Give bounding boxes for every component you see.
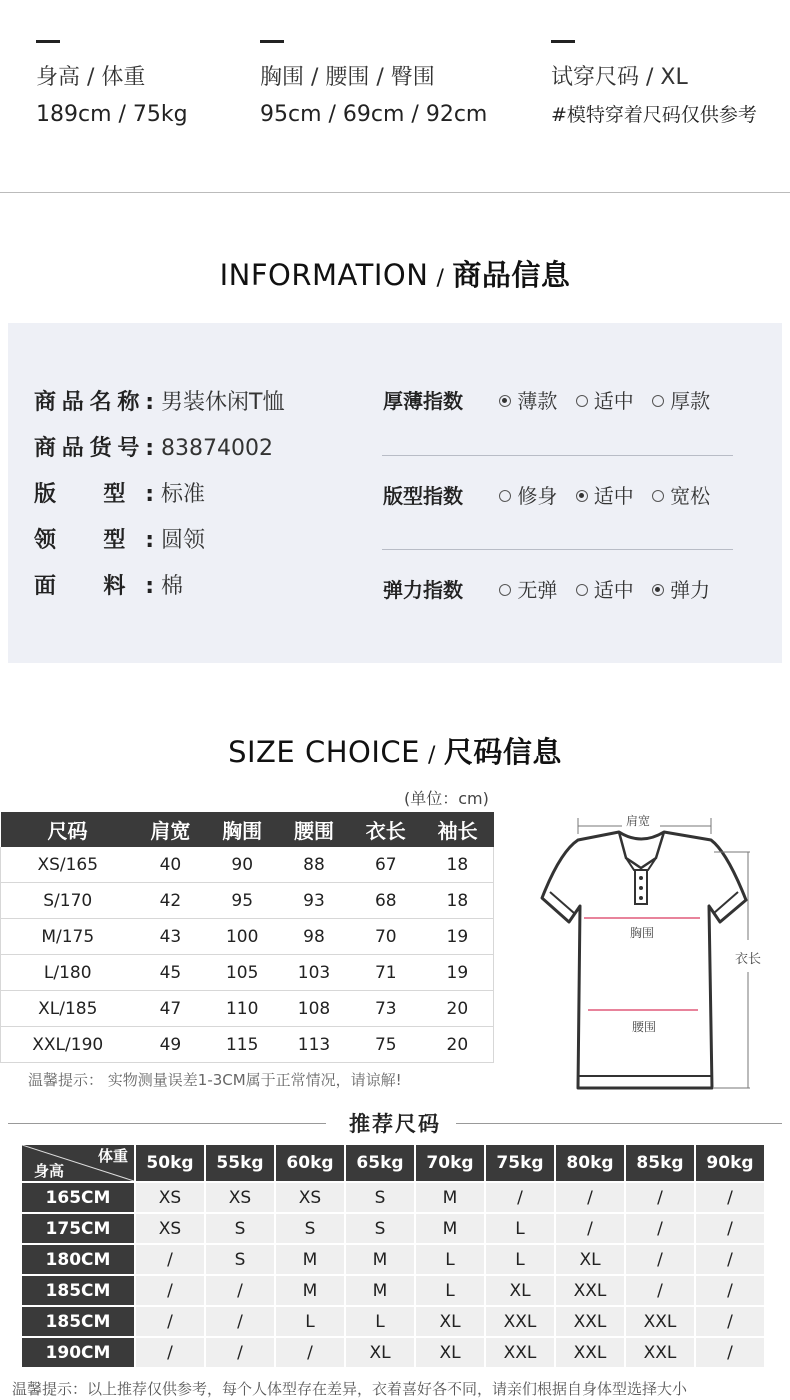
recommend-cell: L (416, 1276, 484, 1305)
recommend-cell: XXL (556, 1307, 624, 1336)
recommend-cell: XL (416, 1338, 484, 1367)
measure-cell: 49 (135, 1027, 207, 1063)
index-fit (383, 480, 722, 509)
table-row (22, 1245, 764, 1274)
height-header: 180CM (22, 1245, 134, 1274)
shirt-diagram (534, 810, 774, 1100)
model-label: 胸围 / 腰围 / 臀围 (260, 65, 435, 90)
measure-cell: 47 (135, 991, 207, 1027)
title-cn: 尺码信息 (443, 735, 562, 769)
measure-cell: 19 (422, 955, 494, 991)
index-divider (382, 549, 733, 550)
index-divider (382, 455, 733, 456)
divider-dash (36, 40, 60, 43)
index-option: 修身 (499, 480, 557, 509)
radio-selected-icon (499, 395, 511, 407)
index-option: 适中 (576, 385, 634, 414)
title-en: SIZE CHOICE (228, 735, 420, 769)
measure-cell: 70 (350, 919, 422, 955)
header-cell: 衣长 (350, 812, 422, 847)
header-cell: 腰围 (278, 812, 350, 847)
measure-cell: 45 (135, 955, 207, 991)
recommend-cell: XL (556, 1245, 624, 1274)
table-row (22, 1307, 764, 1336)
recommend-cell: S (276, 1214, 344, 1243)
length-label: 衣长 (735, 952, 762, 967)
spec-key: 领 型: (34, 528, 154, 553)
measure-cell: 113 (278, 1027, 350, 1063)
index-option: 弹力 (652, 574, 710, 603)
size-cell: XL/185 (1, 991, 135, 1027)
size-table (0, 812, 494, 1063)
spec-row-name (34, 385, 284, 416)
recommend-cell: XXL (556, 1276, 624, 1305)
recommend-cell: S (346, 1214, 414, 1243)
size-cell: M/175 (1, 919, 135, 955)
height-header: 190CM (22, 1338, 134, 1367)
measure-cell: 18 (422, 883, 494, 919)
divider-dash (260, 40, 284, 43)
index-thickness (383, 385, 722, 414)
divider-dash (551, 40, 575, 43)
height-header: 185CM (22, 1307, 134, 1336)
table-row (1, 883, 494, 919)
radio-icon (652, 490, 664, 502)
header-cell: 肩宽 (135, 812, 207, 847)
weight-header: 90kg (696, 1145, 764, 1181)
size-table-header (1, 812, 494, 847)
recommend-cell: / (626, 1183, 694, 1212)
model-value: 95cm / 69cm / 92cm (260, 102, 488, 127)
measure-cell: 18 (422, 847, 494, 883)
recommend-cell: / (486, 1183, 554, 1212)
measure-cell: 71 (350, 955, 422, 991)
recommend-cell: / (556, 1183, 624, 1212)
model-height-weight (36, 40, 188, 135)
index-option: 薄款 (499, 385, 557, 414)
information-title (0, 253, 790, 294)
measure-cell: 40 (135, 847, 207, 883)
radio-icon (576, 584, 588, 596)
recommend-cell: XS (136, 1214, 204, 1243)
table-row (1, 991, 494, 1027)
recommend-cell: / (626, 1245, 694, 1274)
recommend-cell: XS (206, 1183, 274, 1212)
spec-value: 圆领 (161, 528, 206, 553)
title-slash: / (436, 266, 445, 291)
measure-cell: 110 (206, 991, 278, 1027)
chest-label: 胸围 (630, 926, 655, 940)
recommend-cell: XL (486, 1276, 554, 1305)
recommend-cell: / (626, 1276, 694, 1305)
recommend-cell: M (276, 1245, 344, 1274)
measure-cell: 19 (422, 919, 494, 955)
spec-value: 标准 (161, 482, 206, 507)
recommend-cell: S (206, 1214, 274, 1243)
section-divider (0, 192, 790, 193)
spec-row-collar (34, 523, 205, 554)
table-row (1, 1027, 494, 1063)
index-option: 厚款 (652, 385, 710, 414)
unit-label: (单位：cm) (404, 789, 489, 808)
index-option: 适中 (576, 480, 634, 509)
recommend-cell: XXL (486, 1307, 554, 1336)
recommend-cell: M (346, 1245, 414, 1274)
recommend-cell: / (206, 1307, 274, 1336)
recommend-header (22, 1145, 764, 1181)
height-header: 185CM (22, 1276, 134, 1305)
size-cell: L/180 (1, 955, 135, 991)
recommend-cell: L (416, 1245, 484, 1274)
recommend-cell: XL (346, 1338, 414, 1367)
recommend-cell: / (556, 1214, 624, 1243)
recommend-cell: M (416, 1214, 484, 1243)
table-row (1, 847, 494, 883)
recommend-cell: M (276, 1276, 344, 1305)
size-cell: XXL/190 (1, 1027, 135, 1063)
recommend-cell: L (486, 1214, 554, 1243)
spec-row-fabric (34, 569, 183, 600)
recommend-cell: / (696, 1307, 764, 1336)
measurement-tip: 温馨提示： 实物测量误差1-3CM属于正常情况，请谅解! (28, 1071, 402, 1089)
model-note: #模特穿着尺码仅供参考 (551, 104, 757, 126)
model-measurements (260, 40, 487, 135)
weight-header: 70kg (416, 1145, 484, 1181)
measure-cell: 90 (206, 847, 278, 883)
header-cell: 袖长 (422, 812, 494, 847)
index-option: 适中 (576, 574, 634, 603)
recommend-cell: L (346, 1307, 414, 1336)
measure-cell: 73 (350, 991, 422, 1027)
model-value: 189cm / 75kg (36, 102, 188, 127)
recommend-cell: / (136, 1338, 204, 1367)
model-label: 试穿尺码 / XL (551, 65, 688, 90)
measure-cell: 115 (206, 1027, 278, 1063)
weight-header: 85kg (626, 1145, 694, 1181)
recommend-cell: / (696, 1183, 764, 1212)
header-cell: 胸围 (206, 812, 278, 847)
radio-icon (499, 490, 511, 502)
recommend-cell: / (276, 1338, 344, 1367)
recommend-table (20, 1143, 766, 1369)
recommend-cell: XXL (626, 1338, 694, 1367)
measure-cell: 20 (422, 991, 494, 1027)
recommend-cell: L (486, 1245, 554, 1274)
title-slash: / (427, 743, 436, 768)
weight-header: 55kg (206, 1145, 274, 1181)
weight-header: 50kg (136, 1145, 204, 1181)
measure-cell: 67 (350, 847, 422, 883)
recommend-cell: XL (416, 1307, 484, 1336)
size-choice-title (0, 730, 790, 771)
measure-cell: 68 (350, 883, 422, 919)
spec-value: 男装休闲T恤 (161, 390, 285, 415)
index-option: 宽松 (652, 480, 710, 509)
recommend-cell: XXL (556, 1338, 624, 1367)
recommend-cell: / (696, 1245, 764, 1274)
title-cn: 商品信息 (452, 258, 571, 292)
recommend-cell: / (696, 1338, 764, 1367)
index-label: 版型指数 (383, 484, 463, 508)
weight-header: 65kg (346, 1145, 414, 1181)
recommend-cell: S (346, 1183, 414, 1212)
recommend-cell: / (136, 1245, 204, 1274)
radio-icon (499, 584, 511, 596)
index-elasticity (383, 574, 722, 603)
corner-weight-label: 体重 (97, 1147, 128, 1165)
spec-value: 棉 (161, 574, 184, 599)
radio-icon (652, 395, 664, 407)
table-row (22, 1183, 764, 1212)
table-row (1, 955, 494, 991)
recommend-cell: / (696, 1214, 764, 1243)
height-header: 175CM (22, 1214, 134, 1243)
spec-row-sku (34, 431, 273, 462)
measure-cell: 43 (135, 919, 207, 955)
weight-header: 60kg (276, 1145, 344, 1181)
model-trial-size (551, 40, 757, 135)
shoulder-label: 肩宽 (626, 814, 651, 828)
size-cell: XS/165 (1, 847, 135, 883)
recommend-cell: / (206, 1338, 274, 1367)
recommend-cell: / (206, 1276, 274, 1305)
radio-selected-icon (652, 584, 664, 596)
header-cell: 尺码 (1, 812, 135, 847)
recommend-cell: M (346, 1276, 414, 1305)
recommend-cell: XXL (486, 1338, 554, 1367)
size-cell: S/170 (1, 883, 135, 919)
recommend-cell: / (136, 1307, 204, 1336)
recommend-cell: XS (276, 1183, 344, 1212)
waist-label: 腰围 (632, 1020, 657, 1034)
radio-icon (576, 395, 588, 407)
measure-cell: 100 (206, 919, 278, 955)
spec-key: 商品名称: (34, 390, 154, 415)
spec-key: 版 型: (34, 482, 154, 507)
recommend-title: 推荐尺码 (349, 1112, 441, 1136)
measure-cell: 108 (278, 991, 350, 1027)
weight-header: 80kg (556, 1145, 624, 1181)
recommend-cell: L (276, 1307, 344, 1336)
recommend-tip: 温馨提示：以上推荐仅供参考，每个人体型存在差异，衣着喜好各不同，请亲们根据自身体型选择大小 (12, 1380, 688, 1398)
measure-cell: 93 (278, 883, 350, 919)
table-row (22, 1338, 764, 1367)
index-label: 弹力指数 (383, 578, 463, 602)
recommend-cell: M (416, 1183, 484, 1212)
measure-cell: 105 (206, 955, 278, 991)
title-en: INFORMATION (219, 258, 429, 292)
recommend-cell: XXL (626, 1307, 694, 1336)
measure-cell: 88 (278, 847, 350, 883)
recommend-cell: / (626, 1214, 694, 1243)
measure-cell: 20 (422, 1027, 494, 1063)
corner-height-label: 身高 (34, 1162, 65, 1180)
measure-cell: 98 (278, 919, 350, 955)
recommend-cell: / (136, 1276, 204, 1305)
recommend-cell: S (206, 1245, 274, 1274)
measure-cell: 75 (350, 1027, 422, 1063)
measure-cell: 42 (135, 883, 207, 919)
recommend-cell: / (696, 1276, 764, 1305)
table-row (22, 1214, 764, 1243)
radio-selected-icon (576, 490, 588, 502)
spec-key: 商品货号: (34, 436, 154, 461)
info-panel (8, 323, 782, 663)
model-label: 身高 / 体重 (36, 65, 146, 90)
recommend-cell: XS (136, 1183, 204, 1212)
spec-key: 面 料: (34, 574, 154, 599)
spec-value: 83874002 (161, 436, 273, 461)
index-label: 厚薄指数 (383, 389, 463, 413)
measure-cell: 103 (278, 955, 350, 991)
index-option: 无弹 (499, 574, 557, 603)
measure-cell: 95 (206, 883, 278, 919)
corner-cell (22, 1145, 134, 1181)
spec-row-fit (34, 477, 205, 508)
weight-header: 75kg (486, 1145, 554, 1181)
table-row (1, 919, 494, 955)
table-row (22, 1276, 764, 1305)
height-header: 165CM (22, 1183, 134, 1212)
